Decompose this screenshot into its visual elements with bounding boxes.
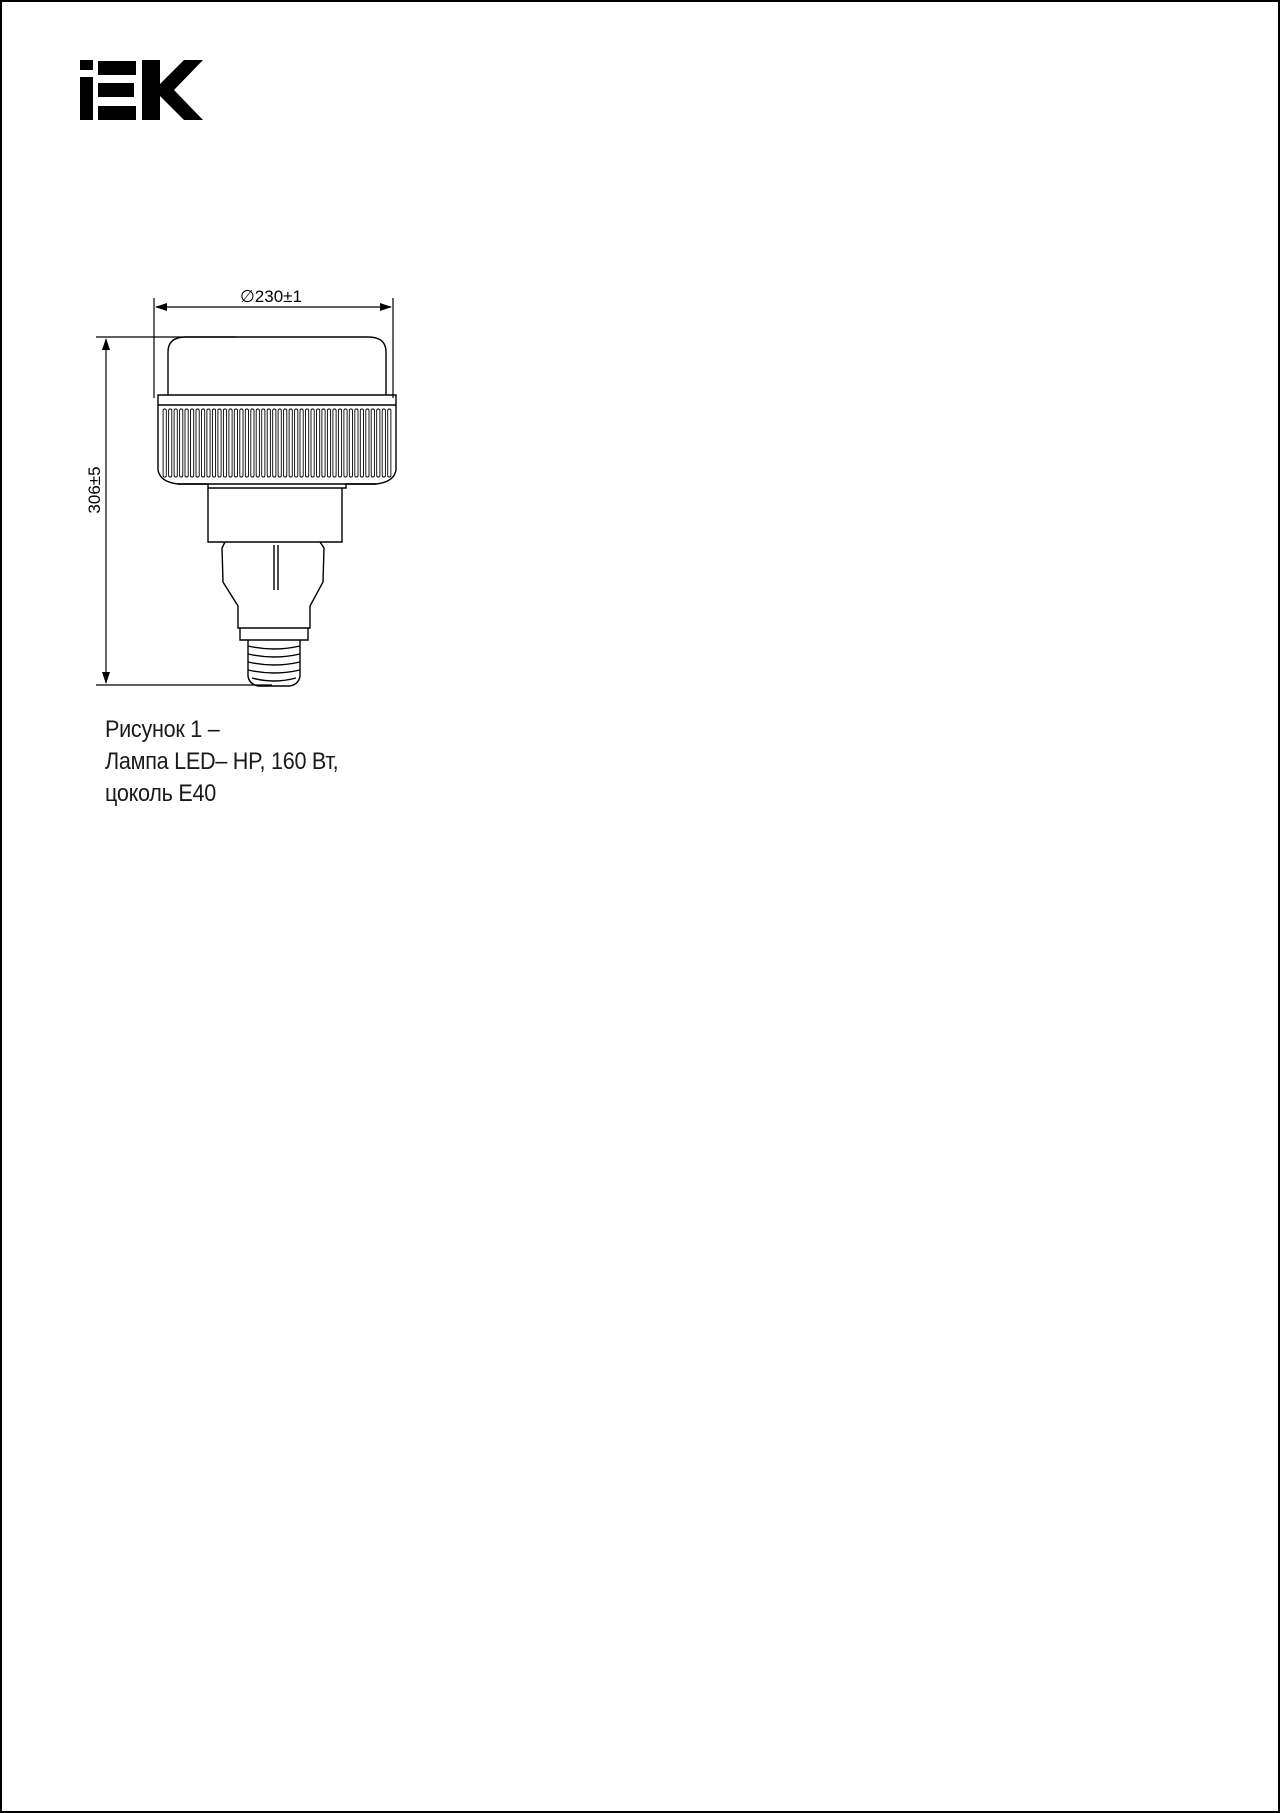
heatsink-fin (355, 409, 358, 477)
heatsink-fin (300, 409, 303, 477)
heatsink-fin (333, 409, 336, 477)
heatsink-fin (267, 409, 270, 477)
heatsink-fin (163, 409, 166, 477)
heatsink-fin (273, 409, 276, 477)
heatsink-fin (311, 409, 314, 477)
heatsink-fin (289, 409, 292, 477)
lamp-outline (158, 337, 396, 686)
heatsink-fin (229, 409, 232, 477)
heatsink-fin (202, 409, 205, 477)
heatsink-fin (366, 409, 369, 477)
heatsink-fin (223, 409, 226, 477)
heatsink-fin (371, 409, 374, 477)
diameter-label: ∅230±1 (240, 287, 302, 306)
heatsink-fin (251, 409, 254, 477)
heatsink-fin (245, 409, 248, 477)
heatsink-fin (234, 409, 237, 477)
heatsink-fin (278, 409, 281, 477)
heatsink-fin (349, 409, 352, 477)
heatsink-fin (196, 409, 199, 477)
height-label: 306±5 (85, 466, 104, 514)
heatsink-fin (388, 409, 391, 477)
heatsink-fin (284, 409, 287, 477)
heatsink-fin (218, 409, 221, 477)
heatsink-fin (191, 409, 194, 477)
figure-caption (105, 714, 338, 810)
heatsink-fin (185, 409, 188, 477)
caption-line-1: Рисунок 1 – (105, 716, 220, 743)
heatsink-fin (262, 409, 265, 477)
heatsink-fin (295, 409, 298, 477)
caption-line-3: цоколь E40 (105, 780, 216, 807)
heatsink-fin (256, 409, 259, 477)
heatsink-fin (174, 409, 177, 477)
heatsink-fin (212, 409, 215, 477)
heatsink-fin (377, 409, 380, 477)
heatsink-fin (338, 409, 341, 477)
caption-line-2: Лампа LED– HP, 160 Вт, (105, 748, 339, 775)
heatsink-fin (169, 409, 172, 477)
heatsink-fins (163, 409, 391, 477)
height-dimension (85, 337, 272, 685)
heatsink-fin (382, 409, 385, 477)
heatsink-fin (344, 409, 347, 477)
heatsink-fin (180, 409, 183, 477)
heatsink-fin (306, 409, 309, 477)
heatsink-fin (360, 409, 363, 477)
heatsink-fin (207, 409, 210, 477)
heatsink-fin (317, 409, 320, 477)
heatsink-fin (327, 409, 330, 477)
heatsink-fin (240, 409, 243, 477)
diameter-dimension (154, 287, 393, 398)
heatsink-fin (322, 409, 325, 477)
